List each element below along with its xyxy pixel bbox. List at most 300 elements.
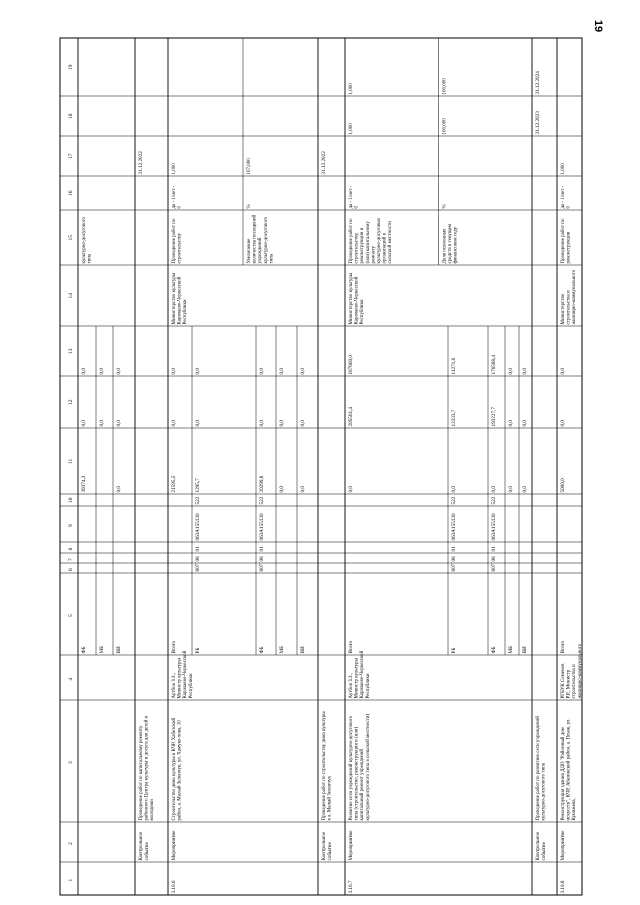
column-header-6: 6 [68,568,74,571]
cell-c19-line: 31.12.2024 [535,71,542,95]
indicator-c15-line: культурно-досуговых [377,217,382,264]
cell-c11 [116,486,122,493]
indicator-c15-line: реконструкции и [360,227,366,264]
cell-c13 [522,368,528,375]
cell-c3-line: Реконструкция здания ДДО "Районный дом [561,727,566,821]
cell-c10-line: 522 [195,496,202,505]
cell-c18 [535,111,541,135]
cell-c6 [259,563,265,571]
cell-c11-line: 0,0 [116,486,123,493]
cell-c13-line: 0,0 [300,368,307,375]
cell-c12 [81,420,87,427]
cell-c3 [561,718,577,820]
cell-c4-line: Республики [188,673,194,699]
cell-c9-line: 063A155130 [195,513,202,541]
column-header-19: 19 [68,64,74,70]
cell-c3-line: искусств", КЧР, Абазинский район, а. Псыж, ул. [566,718,572,821]
cell-c6-line: 807 [195,563,202,572]
column-header-18: 18 [68,113,74,119]
column-header-5: 5 [68,614,74,617]
indicator-c17-line: 1,000 [172,163,177,175]
indicator-c15-line: Проведение работ по [349,218,354,264]
indicator-c15-line: финансовом году [453,226,459,264]
indicator-c16 [349,185,360,208]
cell-c13 [491,355,497,375]
cell-c3-line: Проведение работ по развитию сети учреждений [536,716,541,821]
cell-c12 [195,420,201,427]
cell-c6 [195,563,201,571]
cell-c11 [259,475,265,492]
indicator-c17 [172,163,177,175]
cell-c11-line: 1295,7 [195,478,202,493]
indicator-c15-line: организаций в [382,233,388,264]
indicator-c15 [247,214,274,263]
cell-c3-line: Проведение работ по капитальному ремонту [139,725,144,821]
cell-c14-line: строительства и [566,290,572,325]
cell-c2-line: Мероприятие [171,830,178,861]
cell-c9 [491,513,497,540]
cell-c8 [451,546,457,552]
cell-c13 [300,368,306,375]
cell-c19 [535,71,541,95]
cell-c15-line: типа [87,253,93,264]
cell-source [451,648,457,654]
cell-c3 [139,715,155,820]
indicator-c16 [247,204,252,208]
cell-c9-line: 063A155130 [259,513,266,541]
indicator-c15-line: Увеличение [247,238,252,264]
cell-c10-line: 522 [259,496,266,505]
cell-source-line: Всего [560,640,567,654]
cell-source [491,646,497,653]
cell-c10 [451,496,457,504]
cell-c1 [348,880,354,893]
cell-c11-line: 0,0 [508,486,515,493]
cell-c2-line: Контрольное [138,831,145,861]
indicator-c15-line: культурно-досугового [263,216,269,264]
cell-c12-line: 0,0 [81,420,88,427]
cell-c17 [321,151,327,175]
indicator-c15-line: реконструкции [566,231,572,264]
cell-c2 [321,831,333,860]
cell-c13 [116,368,122,375]
cell-c8 [491,546,497,552]
cell-c9 [259,513,265,540]
indicator-c16-line: да - 1/нет - [172,185,177,209]
indicator-c18 [349,123,354,135]
cell-source [279,646,285,654]
cell-c15 [82,216,93,263]
cell-c14-line: Республики [183,299,189,325]
cell-c11 [195,478,201,493]
cell-c4-line: Министр культуры [354,658,360,699]
cell-c7-line: 08 [491,556,498,562]
cell-c4-line: строительства и [572,664,578,699]
cell-c12-line: 0,0 [259,420,266,427]
column-header-11: 11 [68,458,74,464]
cell-c3-line: молодежи [150,799,156,821]
cell-c11-line: 39374,3 [81,475,88,493]
cell-c2 [535,831,547,860]
cell-c10 [195,496,201,504]
indicator-c18-line: 1,000 [349,123,354,135]
column-header-9: 9 [68,524,74,527]
cell-c9 [195,513,201,540]
cell-c3-line: Развитие сети учреждений культурно-досугового [349,715,354,821]
cell-c11 [560,478,566,493]
cell-c7 [451,556,457,562]
cell-c14-line: жилищно-коммунального [572,269,578,325]
cell-c11 [451,486,457,493]
indicator-c16 [443,204,448,208]
cell-source-line: РБ [451,647,458,654]
cell-c2-line: Мероприятие [348,830,355,861]
cell-c18-line: 31.12.2023 [535,111,542,135]
indicator-c19 [443,78,448,95]
cell-c4-line: Карачаево-Черкесской [360,650,366,699]
cell-c11 [348,486,354,493]
column-header-16: 16 [68,190,74,196]
cell-c13 [171,368,177,375]
cell-source [300,646,306,653]
cell-c8-line: 01 [195,546,202,552]
indicator-c15-line: (или) капитальному [365,221,371,264]
cell-source [522,646,528,653]
cell-c14-line: Министерство [561,293,566,325]
cell-c3-line: Проведение работ по строительству дома культуры [322,711,327,821]
cell-c2-line: событие [327,842,334,861]
indicator-c16-line: % [442,204,448,209]
cell-c11-line: 5000,0 [560,478,567,493]
cell-c8 [259,546,265,552]
cell-c13 [81,368,87,375]
indicator-c17-line: 1,000 [561,163,566,175]
cell-c11-line: 21595,5 [171,475,178,493]
cell-c12-line: 0,0 [99,420,106,427]
cell-c3-line: районного Центра культуры и досуга для детей и [144,715,150,821]
cell-c14-line: Министерство культуры [172,272,177,325]
cell-c12 [522,420,528,427]
indicator-c19-line: 1,000 [349,83,354,95]
column-header-4: 4 [68,677,74,681]
cell-c12 [451,409,457,426]
cell-source [348,640,354,653]
cell-source [99,646,105,654]
cell-c13 [560,368,566,375]
cell-c4-line: Республики [365,673,371,699]
cell-c4 [349,650,371,698]
cell-source [171,640,177,653]
indicator-c15-line: Проведение работ по [561,218,566,264]
cell-c3-line: типа (строительство, реконструкция и (или) [354,726,360,821]
cell-c11-line: 0,0 [348,486,355,493]
cell-c12 [116,420,122,427]
indicator-c16-line: да - 1/нет - [349,185,354,209]
cell-source [195,648,201,654]
cell-c12 [279,420,285,427]
cell-c17-line: 31.12.2022 [321,151,328,175]
column-header-15: 15 [68,235,74,241]
cell-c11-line: 0,0 [300,486,307,493]
indicator-c15-line: Доля освоенных [442,228,448,264]
cell-c11-line: 0,0 [491,486,498,493]
indicator-c17-line: 107,000 [247,158,252,175]
cell-c10-line: 522 [451,496,458,505]
cell-c13-line: 187860,0 [348,355,355,375]
cell-c4-line: Аутбов З.З., [349,673,354,699]
cell-c12 [348,407,354,427]
cell-c2-line: Контрольное [321,831,328,861]
cell-c3-line: культурно-досугового типа в сельской местности) [365,713,371,821]
cell-c12-line: 0,0 [195,420,202,427]
indicator-c16-line: да - 1/нет - [561,185,566,209]
cell-c7-line: 08 [259,556,266,562]
cell-c14-line: Карачаево-Черкесской [354,276,360,325]
cell-c13-line: 176588,4 [491,355,498,375]
column-header-10: 10 [68,497,74,503]
cell-c4-line: РГБУК Семенов [561,663,566,699]
cell-source [81,646,87,653]
cell-source-line: ВИ [116,646,123,654]
indicator-c17 [561,163,566,175]
cell-c12-line: 0,0 [560,420,567,427]
cell-c6 [491,563,497,571]
cell-c3-line: культурно-досугового типа [541,762,547,821]
indicator-c19-line: 100,000 [442,78,448,95]
cell-c2 [138,831,150,860]
column-header-12: 12 [68,399,74,405]
indicator-c15-line: строительству [177,233,183,264]
indicator-c16-line: % [247,204,252,209]
cell-c12-line: 193227,7 [491,407,498,427]
cell-source-line: Всего [171,640,178,654]
cell-c4-line: Р.Р., Министр [566,669,572,699]
cell-c13-line: 0,0 [508,368,515,375]
column-header-13: 13 [68,348,74,354]
cell-c8 [195,546,201,552]
cell-c1-line: 3.10.8 [560,880,567,894]
cell-c11 [522,486,528,493]
cell-c11 [279,486,285,493]
cell-c10 [259,496,265,504]
cell-c9 [451,513,457,540]
cell-c11-line: 20299,8 [259,475,266,493]
cell-c12-line: 0,0 [300,420,307,427]
cell-source-line: ФБ [259,646,266,654]
cell-c13-line: 0,0 [171,368,178,375]
cell-c13-line: 0,0 [522,368,529,375]
cell-c10-line: 522 [491,496,498,505]
page-number: 19 [592,19,605,33]
cell-c12 [300,420,306,427]
cell-c4 [172,650,194,698]
indicator-c19 [349,83,354,95]
cell-c12 [259,420,265,427]
cell-c13-line: 0,0 [81,368,88,375]
indicator-c15-line: ремонту [371,245,377,264]
cell-c13-line: 0,0 [116,368,123,375]
cell-source-line: ФБ [81,646,88,654]
indicator-c15-line: сельской местности [388,221,394,264]
cell-c7 [195,556,201,562]
indicator-c15 [561,218,572,263]
cell-source [508,646,514,654]
indicator-c16 [172,185,183,208]
cell-c13 [508,368,514,375]
cell-source-line: ВИ [300,646,307,654]
cell-c1-line: 3.10.6 [171,880,178,894]
cell-c11-line: 0,0 [522,486,529,493]
cell-c11 [81,475,87,492]
cell-c3 [536,716,547,821]
cell-c12 [560,420,566,427]
cell-c12-line: 0,0 [116,420,123,427]
indicator-c16 [561,185,572,208]
indicator-c15-line: количества посещений [252,214,258,264]
cell-c12-line: 0,0 [171,420,178,427]
cell-c12 [171,420,177,427]
column-header-17: 17 [68,153,74,159]
cell-c6 [451,563,457,571]
cell-c13 [348,355,354,375]
cell-c2-line: Контрольное [535,831,542,861]
cell-c12 [99,420,105,427]
cell-c13-line: 0,0 [195,368,202,375]
cell-source [116,646,122,653]
cell-c6-line: 807 [491,563,498,572]
cell-c13-line: 0,0 [259,368,266,375]
cell-c3 [349,714,371,821]
cell-c6-line: 807 [259,563,266,572]
cell-source-line: Всего [348,640,355,654]
cell-c3-line: Кунижева, [572,798,578,821]
indicator-c15-line: Проведение работ по [172,218,177,264]
cell-source [560,640,566,653]
cell-c15-line: культурно-досугового [82,216,87,264]
cell-c2-line: событие [144,842,151,861]
cell-c3 [322,711,333,821]
cell-c6-line: 807 [451,563,458,572]
cell-c14-line: Карачаево-Черкесской [177,276,183,325]
cell-c14 [172,272,188,324]
cell-c11-line: 0,0 [279,486,286,493]
cell-c17-line: 31.12.2022 [138,151,145,175]
cell-source-line: ВИ [522,646,529,654]
cell-c9-line: 063A155130 [451,513,458,541]
cell-source-line: ФБ [491,646,498,654]
cell-source-line: РБ [195,647,202,654]
column-header-8: 8 [68,547,74,551]
indicator-c17 [247,158,252,175]
cell-c9-line: 063A155130 [491,513,498,541]
cell-c12-line: 12333,7 [451,409,458,427]
cell-c12-line: 205561,4 [348,407,355,427]
cell-c12-line: 0,0 [508,420,515,427]
cell-c11-line: 0,0 [451,486,458,493]
cell-c12-line: 0,0 [279,420,286,427]
cell-c7-line: 08 [451,556,458,562]
cell-c14 [561,269,577,325]
cell-c13 [99,368,105,375]
cell-c13-line: 0,0 [560,368,567,375]
cell-c17 [138,151,144,175]
cell-c7 [259,556,265,562]
column-header-3: 3 [68,761,74,764]
column-header-1: 1 [68,878,74,882]
cell-c1-line: 3.10.7 [348,880,355,894]
cell-c2 [560,830,566,861]
cell-source [259,646,265,653]
indicator-c18-line: 100,000 [442,118,448,135]
cell-c4-line: жилищно-коммунального [577,643,583,699]
cell-c4-line: Министр культуры [177,658,183,699]
cell-source-line: МБ [508,645,515,654]
column-header-2: 2 [68,842,74,845]
cell-source-line: МБ [99,645,106,654]
cell-c14-line: Республики [360,299,366,325]
cell-c3-line: в а. Малый Зеленчук [327,776,333,821]
column-header-7: 7 [68,558,74,561]
cell-c11 [300,486,306,493]
cell-c13 [195,368,201,375]
cell-c3-line: капитальный ремонт учреждений [360,748,366,821]
cell-c7-line: 08 [195,556,202,562]
cell-c12-line: 0,0 [522,420,529,427]
cell-c8-line: 01 [451,546,458,552]
indicator-c16-line: 0 [177,206,183,209]
indicator-c15 [349,217,393,263]
cell-c11 [171,475,177,492]
cell-c4-line: Аутбов З.З., [172,673,177,699]
cell-c12 [508,420,514,427]
cell-c14 [349,272,365,324]
cell-c8-line: 01 [259,546,266,552]
indicator-c16-line: 0 [354,206,360,209]
cell-c11 [491,486,497,493]
cell-c1 [560,880,566,893]
cell-c8-line: 01 [491,546,498,552]
cell-c14-line: Министерство культуры [349,272,354,325]
cell-c4-line: Карачаево-Черкесской [183,650,189,699]
cell-source-line: МБ [279,645,286,654]
indicator-c15-line: типа [269,253,275,264]
cell-c12 [491,407,497,427]
cell-c13-line: 11271,6 [451,357,458,375]
cell-c2-line: Мероприятие [560,830,567,861]
cell-c13-line: 0,0 [99,368,106,375]
column-header-14: 14 [68,293,74,299]
indicator-c15-line: учреждений [258,237,264,264]
cell-c3-line: Строительство дома культуры в КЧР, Хабезский [172,717,177,821]
indicator-c16-line: 0 [566,206,572,209]
indicator-c18 [443,118,448,135]
cell-c11 [508,486,514,493]
indicator-c15 [443,223,459,263]
cell-c2-line: событие [541,842,548,861]
cell-c10 [491,496,497,504]
cell-c2 [348,830,354,861]
cell-c13 [279,368,285,375]
indicator-c15-line: строительству, [354,232,360,264]
cell-c1 [171,880,177,893]
cell-c7 [491,556,497,562]
cell-c13 [259,368,265,375]
cell-c13 [451,357,457,374]
cell-c3-line: район, а. Малый Зеленчук, ул. Хамуко-хова, 10 [177,720,183,821]
cell-c2 [171,830,177,861]
cell-c13-line: 0,0 [279,368,286,375]
cell-c3 [172,717,183,820]
